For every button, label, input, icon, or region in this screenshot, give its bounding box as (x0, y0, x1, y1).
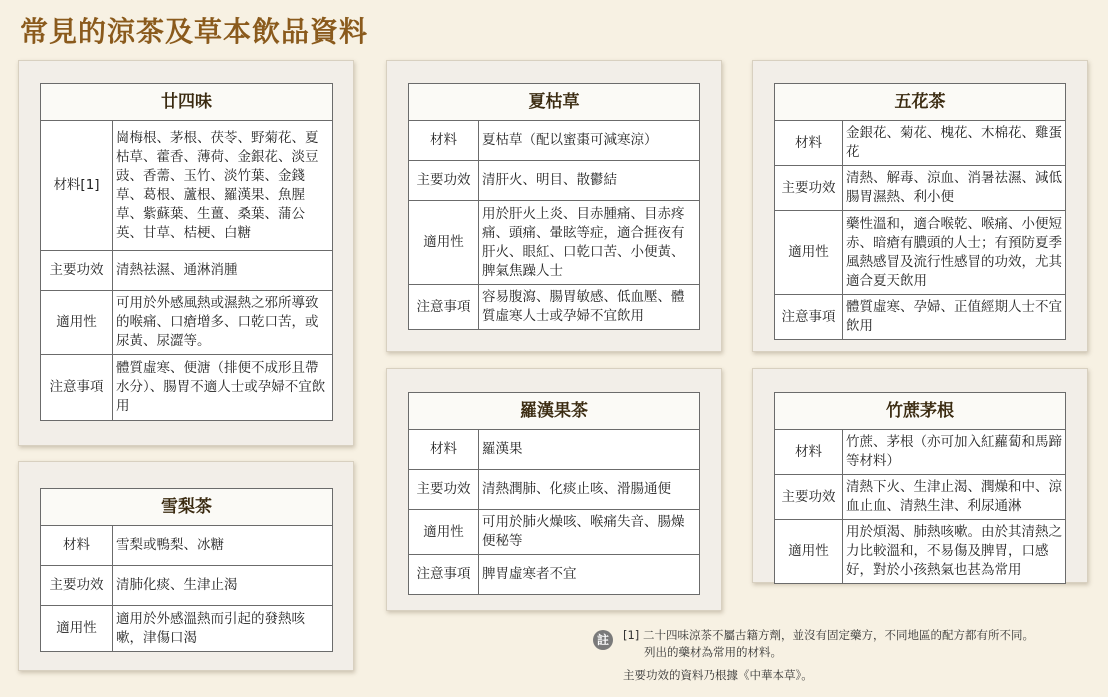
value-ingredients: 竹蔗、茅根（亦可加入紅蘿蔔和馬蹄等材料） (843, 430, 1066, 475)
label-suitability: 適用性 (409, 201, 479, 285)
value-main-effect: 清熱、解毒、涼血、消暑祛濕、減低腸胃濕熱、利小便 (843, 166, 1066, 211)
table-xia-ku-cao (408, 83, 700, 330)
value-main-effect: 清肝火、明目、散鬱結 (479, 161, 700, 201)
value-main-effect: 清熱潤肺、化痰止咳、滑腸通便 (479, 470, 700, 510)
label-precautions: 注意事項 (41, 355, 113, 421)
value-suitability: 可用於肺火燥咳、喉痛失音、腸燥便秘等 (479, 510, 700, 555)
value-ingredients: 崗梅根、茅根、茯苓、野菊花、夏枯草、藿香、薄荷、金銀花、淡豆豉、香薷、玉竹、淡竹葉、金錢草、葛根、蘆根、羅漢果、魚腥草、紫蘇葉、生薑、桑葉、蒲公英、甘草、桔梗、白糖 (113, 121, 333, 251)
label-suitability: 適用性 (41, 606, 113, 652)
label-ingredients: 材料 (409, 430, 479, 470)
value-suitability: 用於煩渴、肺熱咳嗽。由於其清熱之力比較溫和，不易傷及脾胃，口感好，對於小孩熱氣也甚為常用 (843, 520, 1066, 584)
table-title: 羅漢果茶 (409, 393, 700, 430)
label-main-effect: 主要功效 (409, 470, 479, 510)
value-precautions: 脾胃虛寒者不宜 (479, 555, 700, 595)
label-main-effect: 主要功效 (775, 475, 843, 520)
label-suitability: 適用性 (41, 291, 113, 355)
label-main-effect: 主要功效 (41, 251, 113, 291)
footnote-line-1: [1] 二十四味涼茶不屬古籍方劑，並沒有固定藥方，不同地區的配方都有所不同。 (623, 628, 1034, 642)
value-main-effect: 清熱祛濕、通淋消腫 (113, 251, 333, 291)
value-ingredients: 羅漢果 (479, 430, 700, 470)
table-title: 夏枯草 (409, 84, 700, 121)
table-title: 竹蔗茅根 (775, 393, 1066, 430)
value-ingredients: 雪梨或鴨梨、冰糖 (113, 526, 333, 566)
value-precautions: 體質虛寒、便溏（排便不成形且帶水分）、腸胃不適人士或孕婦不宜飲用 (113, 355, 333, 421)
table-xue-li-cha (40, 488, 333, 652)
value-ingredients: 金銀花、菊花、槐花、木棉花、雞蛋花 (843, 121, 1066, 166)
value-ingredients: 夏枯草（配以蜜棗可減寒涼） (479, 121, 700, 161)
table-title: 廿四味 (41, 84, 333, 121)
table-nian-si-wei (40, 83, 333, 421)
label-ingredients: 材料 (41, 526, 113, 566)
value-main-effect: 清肺化痰、生津止渴 (113, 566, 333, 606)
label-ingredients: 材料[1] (41, 121, 113, 251)
table-luo-han-guo-cha (408, 392, 700, 595)
label-precautions: 注意事項 (775, 295, 843, 340)
value-suitability: 可用於外感風熱或濕熱之邪所導致的喉痛、口瘡增多、口乾口苦，或尿黃、尿澀等。 (113, 291, 333, 355)
label-ingredients: 材料 (775, 430, 843, 475)
table-title: 五花茶 (775, 84, 1066, 121)
label-precautions: 注意事項 (409, 285, 479, 330)
table-title: 雪梨茶 (41, 489, 333, 526)
label-suitability: 適用性 (775, 211, 843, 295)
label-main-effect: 主要功效 (409, 161, 479, 201)
label-ingredients: 材料 (775, 121, 843, 166)
table-zhu-zhe-mao-gen (774, 392, 1066, 584)
value-suitability: 適用於外感溫熱而引起的發熱咳嗽，津傷口渴 (113, 606, 333, 652)
note-icon: 註 (593, 630, 613, 650)
label-ingredients: 材料 (409, 121, 479, 161)
footnote-line-3: 主要功效的資料乃根據《中華本草》。 (623, 668, 813, 682)
label-main-effect: 主要功效 (41, 566, 113, 606)
value-suitability: 用於肝火上炎、目赤腫痛、目赤疼痛、頭痛、暈眩等症，適合捱夜有肝火、眼紅、口乾口苦、小便黃、脾氣焦躁人士 (479, 201, 700, 285)
label-suitability: 適用性 (409, 510, 479, 555)
footnote-line-2: 列出的藥材為常用的材料。 (644, 645, 782, 659)
label-suitability: 適用性 (775, 520, 843, 584)
label-precautions: 注意事項 (409, 555, 479, 595)
value-precautions: 容易腹瀉、腸胃敏感、低血壓、體質虛寒人士或孕婦不宜飲用 (479, 285, 700, 330)
table-wu-hua-cha (774, 83, 1066, 340)
page-title: 常見的涼茶及草本飲品資料 (20, 15, 369, 48)
value-suitability: 藥性溫和，適合喉乾、喉痛、小便短赤、暗瘡有膿頭的人士；有預防夏季風熱感冒及流行性感冒的功效，尤其適合夏天飲用 (843, 211, 1066, 295)
value-main-effect: 清熱下火、生津止渴、潤燥和中、涼血止血、清熱生津、利尿通淋 (843, 475, 1066, 520)
label-main-effect: 主要功效 (775, 166, 843, 211)
value-precautions: 體質虛寒、孕婦、正值經期人士不宜飲用 (843, 295, 1066, 340)
